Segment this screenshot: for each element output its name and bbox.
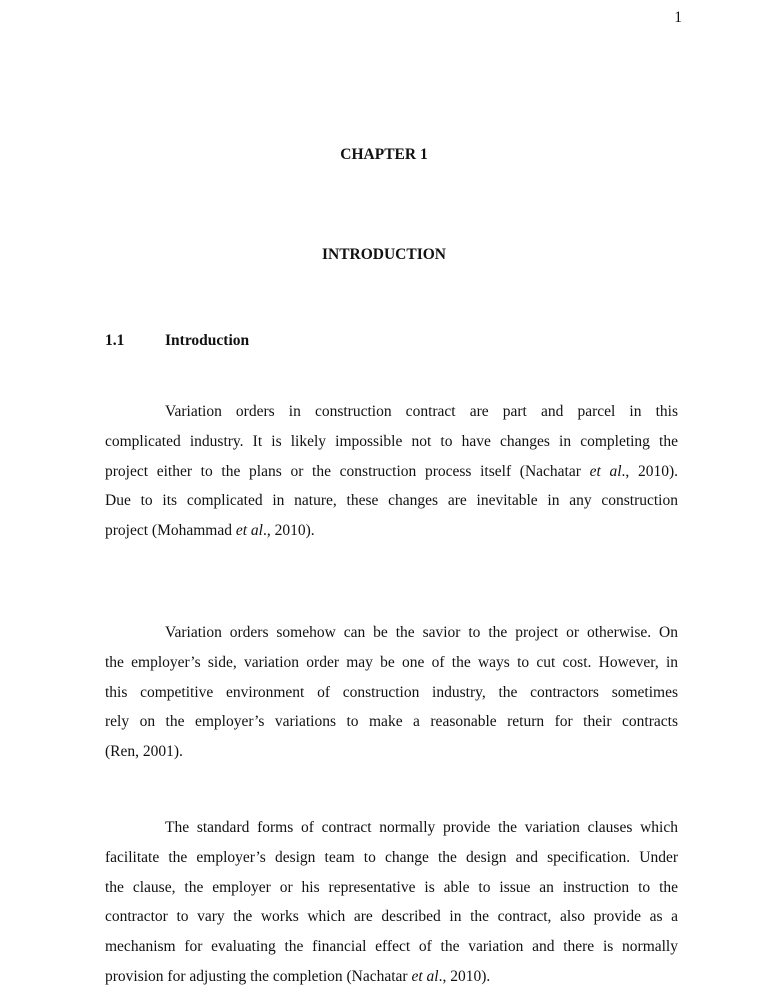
text-line [105,623,678,653]
text-line [105,683,678,713]
text-segment: complicated industry. It is likely impossible not to have changes in completing the [105,432,678,450]
text-segment: provision for adjusting the completion (Nachatar [105,967,412,985]
text-segment: (Ren, 2001). [105,743,183,761]
text-line [105,878,678,908]
paragraph-2 [105,623,678,772]
text-line [105,937,678,967]
text-segment: facilitate the employer’s design team to change the design and specification. Under [105,848,678,866]
text-line [105,491,678,521]
text-line [105,967,678,997]
text-segment: ., 2010). [438,967,491,985]
text-line [105,907,678,937]
text-line [105,653,678,683]
text-segment: mechanism for evaluating the financial effect of the variation and there is normally [105,938,678,956]
text-segment: rely on the employer’s variations to make a reasonable return for their contracts [105,713,678,731]
text-line [105,848,678,878]
italic-text: et al [235,522,263,540]
text-segment: The standard forms of contract normally provide the variation clauses which [165,819,678,836]
text-segment: ., 2010). [262,522,315,540]
section-number: 1.1 [105,332,125,349]
paragraph-1 [105,402,678,551]
page-number: 1 [674,9,682,26]
text-line [105,402,678,432]
paragraph-3 [105,818,678,997]
text-line [105,521,678,551]
text-segment: ., 2010). [621,462,678,480]
text-segment: Variation orders in construction contract are part and parcel in this [165,403,678,420]
text-line [105,462,678,492]
text-segment: the employer’s side, variation order may be one of the ways to cut cost. However, in [105,653,678,671]
text-segment: project (Mohammad [105,522,236,540]
chapter-title: INTRODUCTION [321,246,446,263]
italic-text: et al [411,967,439,985]
text-line [105,712,678,742]
section-title: Introduction [165,332,250,349]
text-segment: contractor to vary the works which are described in the contract, also provide as a [105,908,678,926]
text-line [105,432,678,462]
text-segment: the clause, the employer or his representative is able to issue an instruction to the [105,878,678,896]
italic-text: et al [589,462,622,480]
chapter-label: CHAPTER 1 [340,146,428,163]
text-line [105,742,678,772]
text-line [105,818,678,848]
text-segment: Variation orders somehow can be the savior to the project or otherwise. On [165,624,678,641]
text-segment: this competitive environment of construction industry, the contractors sometimes [105,683,678,701]
text-segment: project either to the plans or the construction process itself (Nachatar [105,462,590,480]
text-segment: Due to its complicated in nature, these changes are inevitable in any construction [105,492,678,510]
